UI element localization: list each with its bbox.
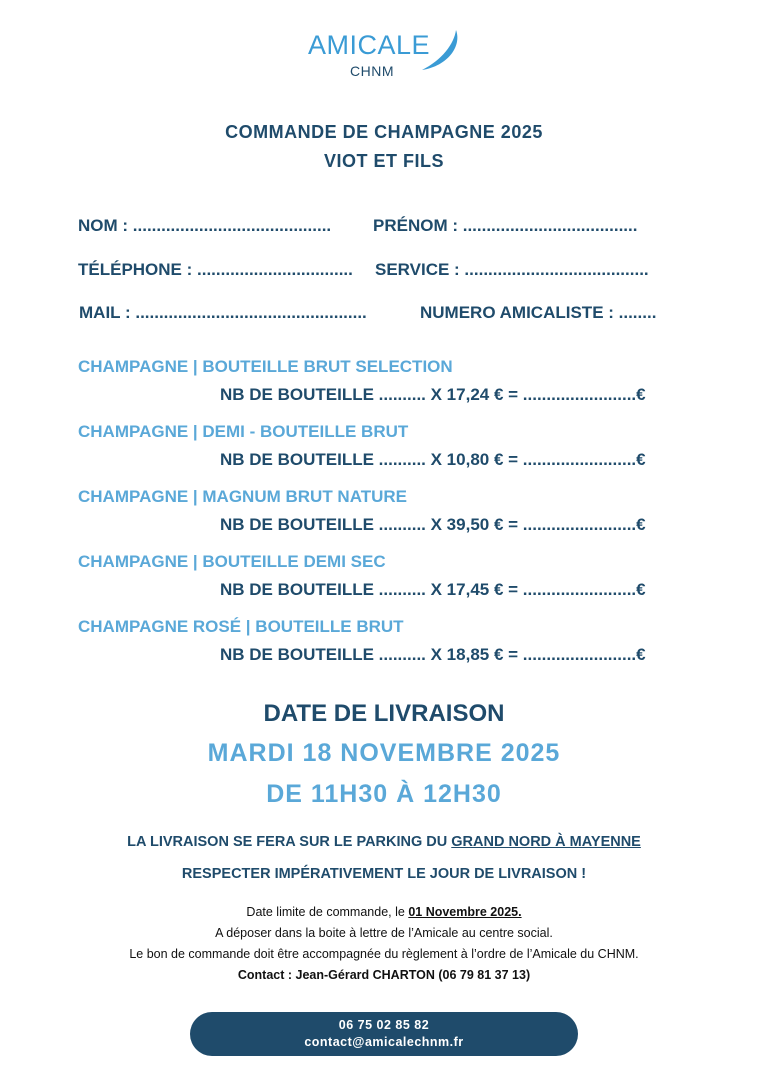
product-quantity-line[interactable]: NB DE BOUTEILLE .......... X 18,85 € = ........................€	[220, 645, 646, 664]
footer-email[interactable]: contact@amicalechnm.fr	[304, 1035, 464, 1049]
contact-note: Contact : Jean-Gérard CHARTON (06 79 81 37 13)	[237, 968, 531, 982]
delivery-time: DE 11H30 À 12H30	[266, 780, 502, 808]
telephone-field[interactable]: TÉLÉPHONE : .................................	[78, 260, 353, 279]
deadline-date: 01 Novembre 2025.	[408, 905, 522, 919]
delivery-date: MARDI 18 NOVEMBRE 2025	[207, 739, 561, 767]
swoosh-icon	[418, 26, 462, 74]
logo-subtitle: CHNM	[350, 63, 394, 79]
contact-pill	[190, 1012, 578, 1056]
product-quantity-line[interactable]: NB DE BOUTEILLE .......... X 10,80 € = ........................€	[220, 450, 646, 469]
product-quantity-line[interactable]: NB DE BOUTEILLE .......... X 17,24 € = ........................€	[220, 385, 646, 404]
payment-note: Le bon de commande doit être accompagnée du règlement à l’ordre de l’Amicale du CHNM.	[129, 947, 639, 961]
logo-wordmark: AMICALE	[308, 30, 431, 60]
order-title: COMMANDE DE CHAMPAGNE 2025	[225, 122, 543, 142]
service-field[interactable]: SERVICE : .......................................	[375, 260, 649, 279]
delivery-place-prefix: LA LIVRAISON SE FERA SUR LE PARKING DU	[127, 834, 452, 850]
deadline-note	[0, 905, 768, 919]
product-quantity-line[interactable]: NB DE BOUTEILLE .......... X 17,45 € = ........................€	[220, 580, 646, 599]
product-name: CHAMPAGNE | BOUTEILLE DEMI SEC	[78, 552, 386, 571]
product-quantity-line[interactable]: NB DE BOUTEILLE .......... X 39,50 € = ........................€	[220, 515, 646, 534]
deadline-prefix: Date limite de commande, le	[246, 905, 409, 919]
amicale-logo	[300, 26, 470, 86]
product-name: CHAMPAGNE ROSÉ | BOUTEILLE BRUT	[78, 617, 404, 636]
delivery-warning: RESPECTER IMPÉRATIVEMENT LE JOUR DE LIVRAISON !	[181, 866, 587, 882]
footer-phone[interactable]: 06 75 02 85 82	[338, 1018, 430, 1032]
nom-field[interactable]: NOM : ..........................................	[78, 216, 332, 235]
deposit-note: A déposer dans la boite à lettre de l’Amicale au centre social.	[215, 926, 553, 940]
product-name: CHAMPAGNE | BOUTEILLE BRUT SELECTION	[78, 357, 453, 376]
supplier-title: VIOT ET FILS	[323, 151, 444, 171]
delivery-place	[0, 834, 768, 850]
prenom-field[interactable]: PRÉNOM : .....................................	[373, 216, 638, 235]
product-name: CHAMPAGNE | DEMI - BOUTEILLE BRUT	[78, 422, 409, 441]
delivery-heading: DATE DE LIVRAISON	[263, 700, 505, 727]
mail-field[interactable]: MAIL : .................................................	[79, 303, 367, 322]
delivery-place-location: GRAND NORD À MAYENNE	[451, 834, 641, 850]
product-name: CHAMPAGNE | MAGNUM BRUT NATURE	[78, 487, 407, 506]
numero-amicaliste-field[interactable]: NUMERO AMICALISTE : ........	[420, 303, 657, 322]
